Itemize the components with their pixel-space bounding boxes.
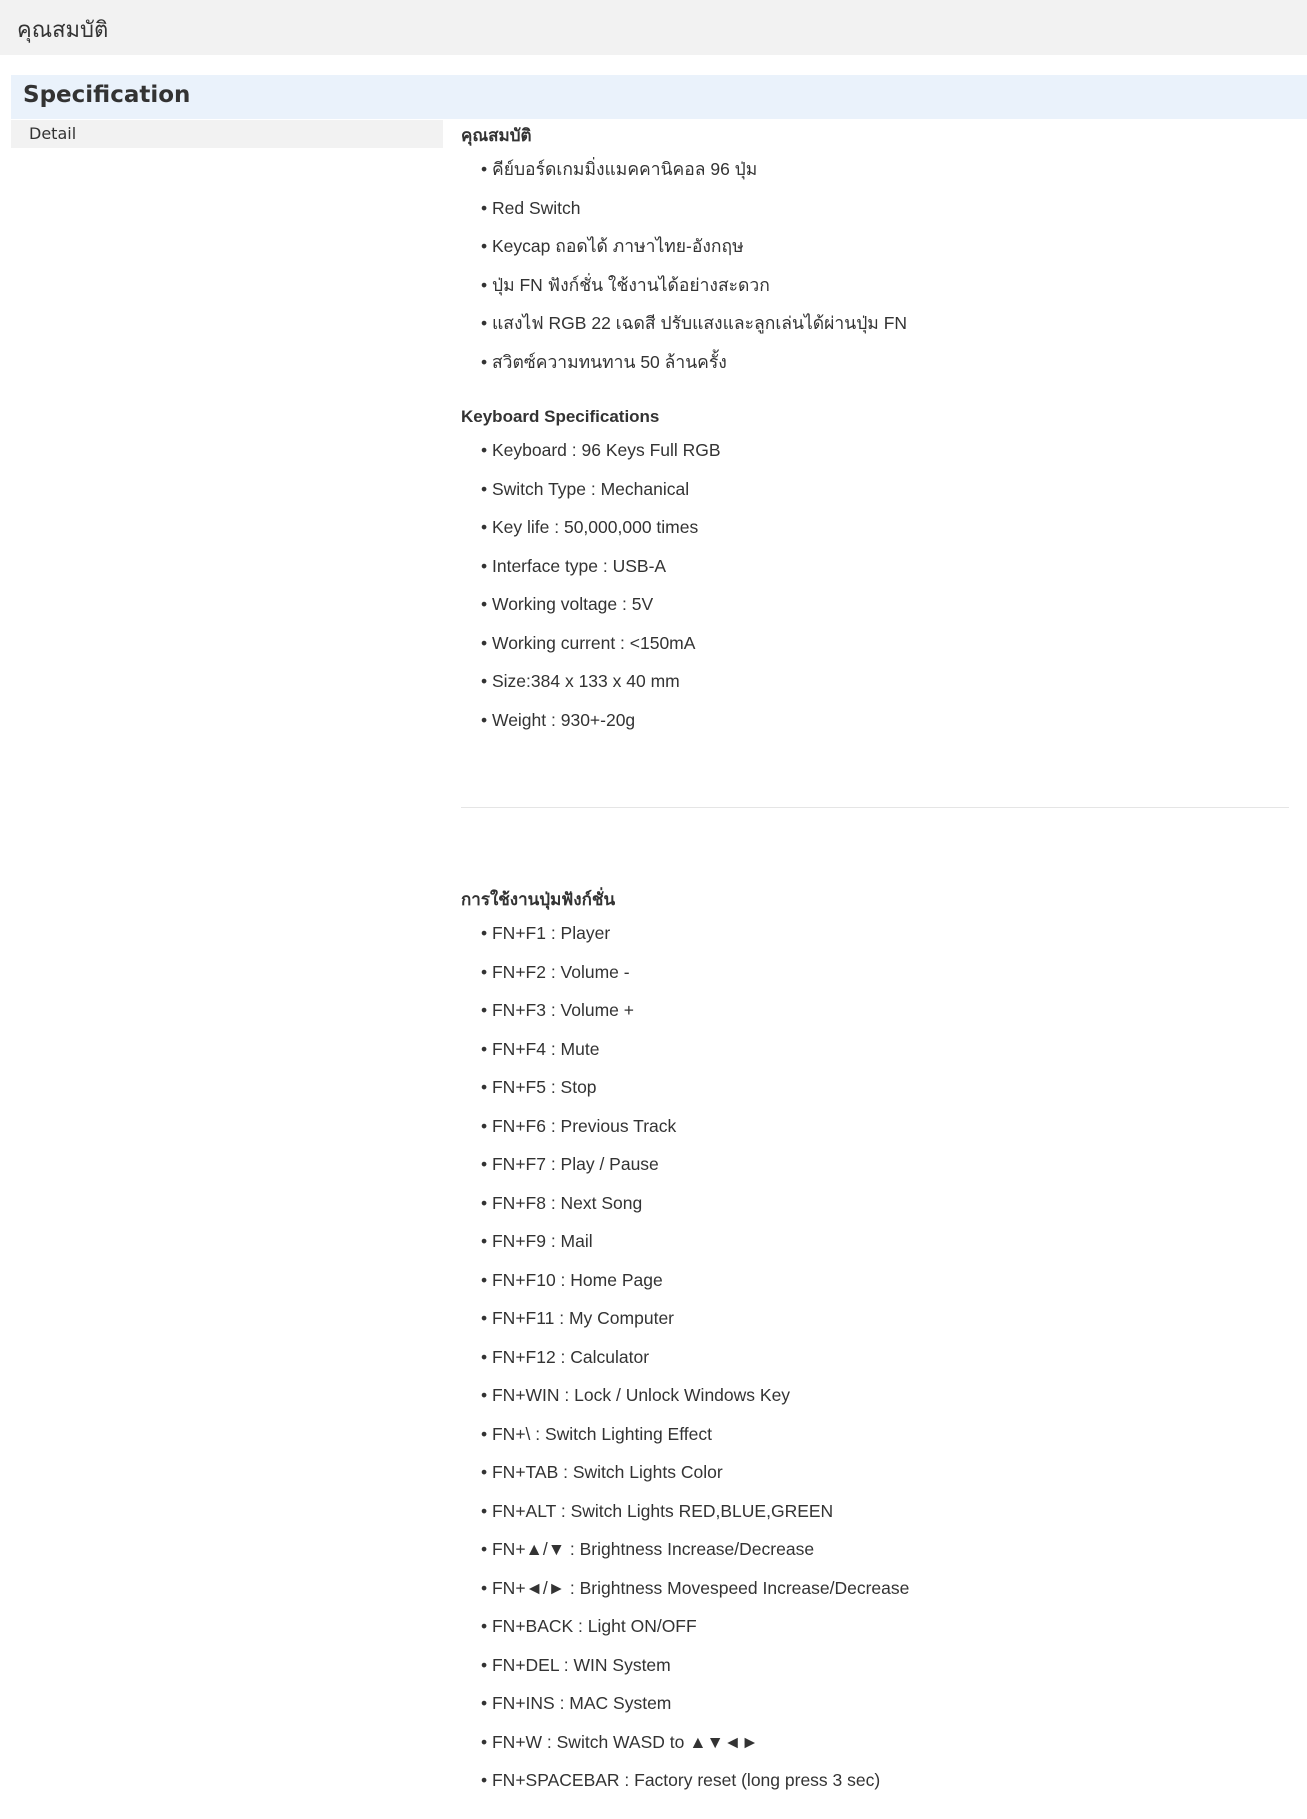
list-item: • FN+\ : Switch Lighting Effect	[481, 1423, 712, 1444]
list-item: • FN+F1 : Player	[481, 923, 611, 943]
list-item: • FN+F6 : Previous Track	[481, 1115, 677, 1136]
specification-header	[11, 75, 1307, 119]
list-item: • Interface type : USB-A	[481, 555, 667, 576]
detail-label: Detail	[29, 124, 77, 143]
list-item: • Switch Type : Mechanical	[481, 478, 690, 499]
list-item: • Weight : 930+-20g	[481, 709, 636, 730]
list-item: • FN+◄/► : Brightness Movespeed Increase/Decrease	[481, 1577, 910, 1598]
list-item: • FN+F8 : Next Song	[481, 1192, 643, 1213]
list-item: • Working voltage : 5V	[481, 594, 654, 614]
list-item: • FN+TAB : Switch Lights Color	[481, 1462, 723, 1482]
list-item: • สวิตซ์ความทนทาน 50 ล้านครั้ง	[481, 351, 727, 372]
detail-content	[461, 122, 1289, 1800]
list-item: • Working current : <150mA	[481, 632, 696, 653]
detail-cell	[11, 120, 443, 148]
list-item: • Keycap ถอดได้ ภาษาไทย-อังกฤษ	[481, 236, 744, 256]
list-item: • FN+F5 : Stop	[481, 1077, 597, 1097]
list-item: • FN+F10 : Home Page	[481, 1269, 663, 1290]
list-item: • คีย์บอร์ดเกมมิ่งแมคคานิคอล 96 ปุ่ม	[481, 159, 758, 179]
list-item: • FN+DEL : WIN System	[481, 1654, 671, 1675]
list-item: • FN+SPACEBAR : Factory reset (long press 3 sec)	[481, 1770, 881, 1790]
list-item: • FN+BACK : Light ON/OFF	[481, 1616, 697, 1636]
keyboard-specs-list	[461, 431, 1289, 739]
list-item: • FN+F12 : Calculator	[481, 1346, 650, 1367]
list-item: • FN+F3 : Volume +	[481, 1000, 634, 1020]
fn-usage-list	[461, 914, 1289, 1800]
features-list	[461, 150, 1289, 381]
list-item: • Key life : 50,000,000 times	[481, 517, 699, 537]
specification-label: Specification	[23, 82, 191, 108]
list-item: • FN+W : Switch WASD to ▲▼◄►	[481, 1731, 759, 1752]
list-item: • แสงไฟ RGB 22 เฉดสี ปรับแสงและลูกเล่นได้ผ่านปุ่ม FN	[481, 313, 908, 333]
list-item: • ปุ่ม FN ฟังก์ชั่น ใช้งานได้อย่างสะดวก	[481, 274, 770, 295]
list-item: • FN+WIN : Lock / Unlock Windows Key	[481, 1385, 791, 1405]
features-title: คุณสมบัติ	[461, 126, 532, 145]
list-item: • FN+INS : MAC System	[481, 1693, 672, 1713]
list-item: • FN+F2 : Volume -	[481, 961, 630, 982]
list-item: • Size:384 x 133 x 40 mm	[481, 671, 680, 691]
list-item: • FN+▲/▼ : Brightness Increase/Decrease	[481, 1539, 815, 1559]
fn-usage-title: การใช้งานปุ่มฟังก์ชั่น	[461, 890, 616, 909]
list-item: • FN+F4 : Mute	[481, 1038, 600, 1059]
list-item: • Red Switch	[481, 197, 581, 218]
top-bar	[0, 0, 1307, 55]
list-item: • FN+F9 : Mail	[481, 1231, 593, 1251]
keyboard-specs-title: Keyboard Specifications	[461, 407, 660, 426]
page-title: คุณสมบัติ	[17, 18, 109, 43]
list-item: • FN+F7 : Play / Pause	[481, 1154, 659, 1174]
list-item: • FN+ALT : Switch Lights RED,BLUE,GREEN	[481, 1500, 834, 1521]
list-item: • FN+F11 : My Computer	[481, 1308, 675, 1328]
list-item: • Keyboard : 96 Keys Full RGB	[481, 440, 721, 460]
